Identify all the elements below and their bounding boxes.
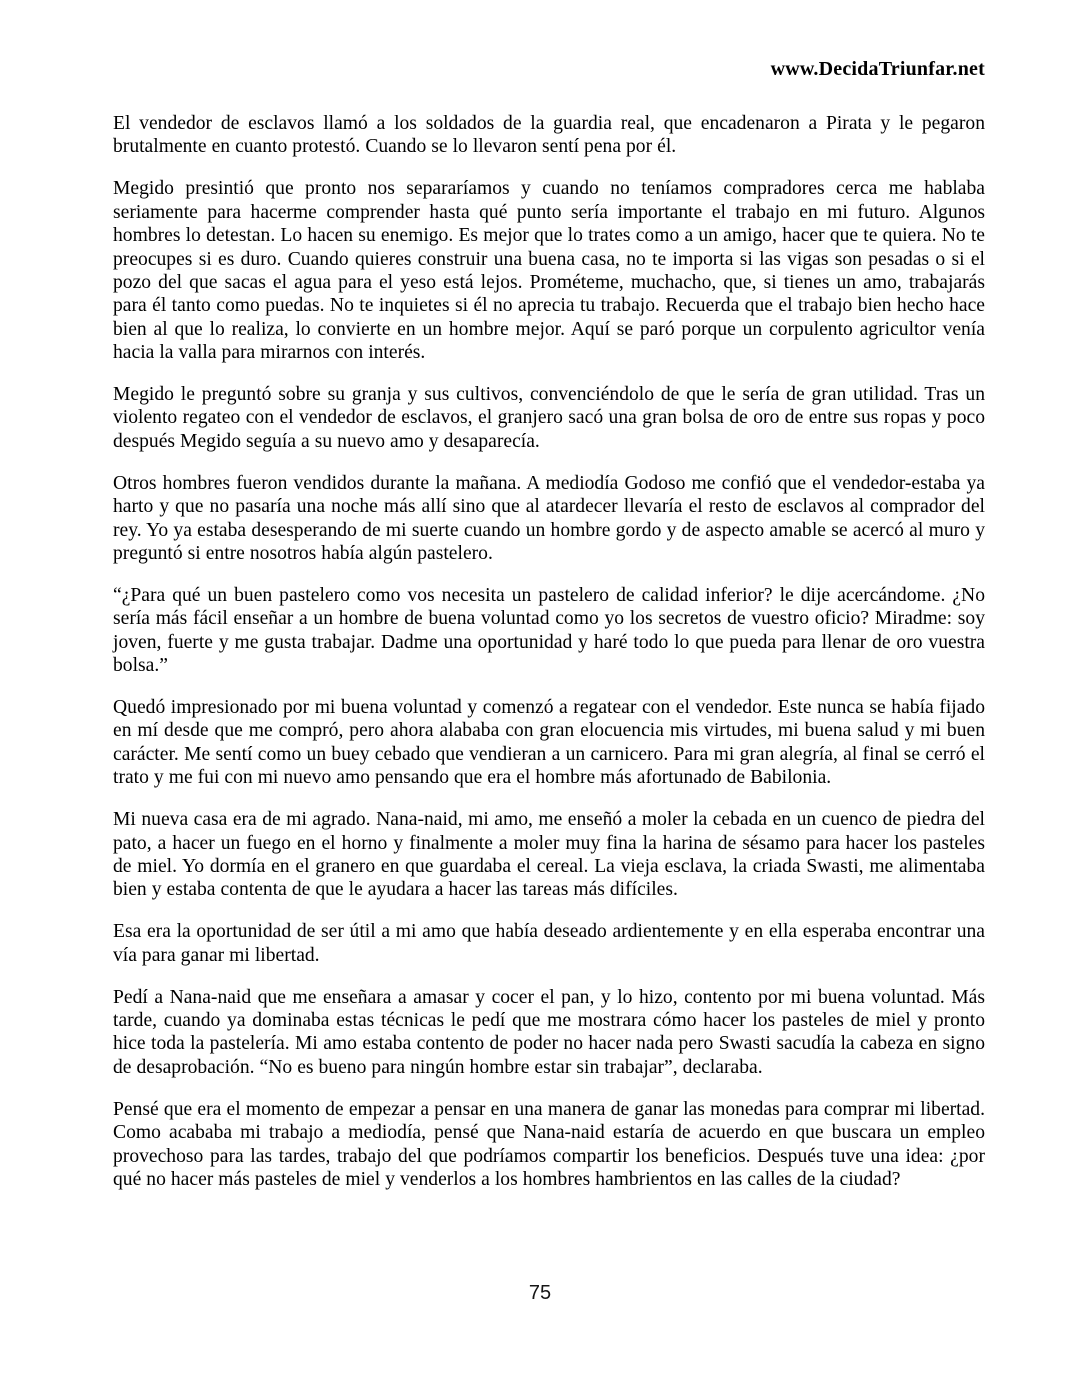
- paragraph: “¿Para qué un buen pastelero como vos necesita un pastelero de calidad inferior? le dije acercándome. ¿No sería más fácil enseñar a un hombre de buena voluntad como yo los secretos de vuestro oficio? Miradme: soy joven, fuerte y me gusta trabajar. Dadme una oportunidad y haré todo lo que pueda para llenar de oro vuestra bolsa.”: [113, 584, 985, 677]
- page-number: 75: [528, 1282, 552, 1304]
- paragraph: Mi nueva casa era de mi agrado. Nana-naid, mi amo, me enseñó a moler la cebada en un cuenco de piedra del pato, a hacer un fuego en el horno y finalmente a moler muy fina la harina de sésamo para hacer los pasteles de miel. Yo dormía en el granero en que guardaba el cereal. La vieja esclava, la criada Swasti, me alimentaba bien y estaba contenta de que le ayudara a hacer las tareas más difíciles.: [113, 809, 985, 901]
- paragraph: Otros hombres fueron vendidos durante la mañana. A mediodía Godoso me confió que el vendedor-estaba ya harto y que no pasaría una noche más allí sino que al atardecer llevaría el resto de esclavos al comprador del rey. Yo ya estaba desesperando de mi suerte cuando un hombre gordo y de aspecto amable se acercó al muro y preguntó si entre nosotros había algún pastelero.: [113, 472, 985, 564]
- paragraph: Esa era la oportunidad de ser útil a mi amo que había deseado ardientemente y en ella esperaba encontrar una vía para ganar mi libertad.: [113, 921, 985, 966]
- paragraph: El vendedor de esclavos llamó a los soldados de la guardia real, que encadenaron a Pirata y le pegaron brutalmente en cuanto protestó. Cuando se lo llevaron sentí pena por él.: [113, 113, 985, 158]
- paragraph: Pedí a Nana-naid que me enseñara a amasar y cocer el pan, y lo hizo, contento por mi buena voluntad. Más tarde, cuando ya dominaba estas técnicas le pedí que me mostrara cómo hacer los pasteles de miel y pronto hice toda la pastelería. Mi amo estaba contento de poder no hacer nada pero Swasti sacudía la cabeza en signo de desaprobación. “No es bueno para ningún hombre estar sin trabajar”, declaraba.: [113, 986, 985, 1078]
- paragraph: Megido le preguntó sobre su granja y sus cultivos, convenciéndolo de que le sería de gran utilidad. Tras un violento regateo con el vendedor de esclavos, el granjero sacó una gran bolsa de oro de entre sus ropas y poco después Megido seguía a su nuevo amo y desaparecía.: [113, 384, 985, 452]
- body-text-column: [113, 112, 985, 1191]
- paragraph: Megido presintió que pronto nos separaríamos y cuando no teníamos compradores cerca me hablaba seriamente para hacerme comprender hasta qué punto sería importante el trabajo en mi futuro. Algunos hombres lo detestan. Lo hacen su enemigo. Es mejor que lo trates como a un amigo, hacer que te quiera. No te preocupes si es duro. Cuando quieres construir una buena casa, no te importa si las vigas son pesadas o si el pozo del que sacas el agua para el yeso está lejos. Prométeme, muchacho, que, si tienes un amo, trabajarás para él tanto como puedas. No te inquietes si él no aprecia tu trabajo. Recuerda que el trabajo bien hecho hace bien al que lo realiza, lo convierte en un hombre mejor. Aquí se paró porque un corpulento agricultor venía hacia la valla para mirarnos con interés.: [113, 178, 985, 364]
- paragraph: Pensé que era el momento de empezar a pensar en una manera de ganar las monedas para comprar mi libertad. Como acababa mi trabajo a mediodía, pensé que Nana-naid estaría de acuerdo en que buscara un empleo provechoso para las tardes, trabajo del que podríamos compartir los beneficios. Después tuve una idea: ¿por qué no hacer más pasteles de miel y venderlos a los hombres hambrientos en las calles de la ciudad?: [113, 1098, 985, 1190]
- running-header-site-url: www.DecidaTriunfar.net: [770, 58, 985, 80]
- paragraph: Quedó impresionado por mi buena voluntad y comenzó a regatear con el vendedor. Este nunca se había fijado en mí desde que me compró, pero ahora alababa con gran elocuencia mis virtudes, mi buena salud y mi buen carácter. Me sentí como un buey cebado que vendieran a un carnicero. Para mi gran alegría, al final se cerró el trato y me fui con mi nuevo amo pensando que era el hombre más afortunado de Babilonia.: [113, 697, 985, 789]
